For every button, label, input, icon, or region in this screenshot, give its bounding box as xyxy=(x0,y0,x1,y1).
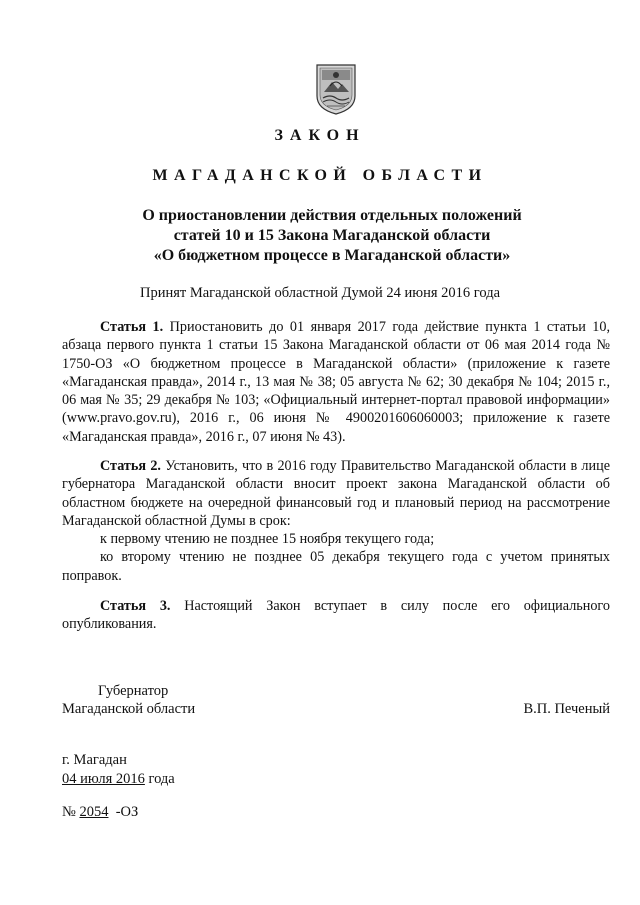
article-1-paragraph xyxy=(62,318,610,446)
article-2-paragraph xyxy=(62,457,610,530)
article-2 xyxy=(62,457,610,585)
signing-date-value: 04 июля 2016 xyxy=(62,771,145,787)
subject-line-2: статей 10 и 15 Закона Магаданской области xyxy=(173,227,491,244)
coat-of-arms-icon xyxy=(314,62,358,116)
subject-line-3: «О бюджетном процессе в Магаданской области» xyxy=(153,247,511,264)
signatory-title: Губернатор xyxy=(98,683,169,699)
adoption-statement: Принят Магаданской областной Думой 24 июня 2016 года xyxy=(139,285,501,301)
article-3-text: Настоящий Закон вступает в силу после его официального опубликования. xyxy=(62,598,610,633)
article-3 xyxy=(62,597,610,634)
subject-line-1: О приостановлении действия отдельных положений xyxy=(142,207,522,224)
law-number-prefix: № xyxy=(62,804,80,820)
document-type-title: ЗАКОН xyxy=(274,127,366,144)
region-title: МАГАДАНСКОЙ ОБЛАСТИ xyxy=(152,167,488,184)
article-3-paragraph xyxy=(62,597,610,634)
signing-date-suffix: года xyxy=(144,771,175,787)
law-number xyxy=(62,804,138,821)
article-1 xyxy=(62,318,610,446)
article-3-label: Статья 3. xyxy=(100,598,171,614)
article-2-item-1: к первому чтению не позднее 15 ноября текущего года; xyxy=(100,531,435,548)
signatory-name: В.П. Печеный xyxy=(523,701,610,717)
signing-date xyxy=(62,771,175,788)
article-2-text: Установить, что в 2016 году Правительство Магаданской области в лице губернатора Магаданской области вносит проект закона Магаданской области об областном бюджете на очередной финансовый год и плановый период на рассмотрение Магаданской областной Думы в срок: xyxy=(62,458,610,529)
law-subject-heading xyxy=(90,206,574,266)
article-1-text: Приостановить до 01 января 2017 года действие пункта 1 статьи 10, абзаца первого пункта 1 статьи 15 Закона Магаданской области от 06 мая 2014 года № 1750-ОЗ «О бюджетном процессе в Магаданской области» (приложение к газете «Магаданская правда», 2014 г., 13 мая № 38; 05 августа № 62; 30 декабря № 104; 2015 г., 06 мая № 35; 29 декабря № 103; «Официальный интернет-портал правовой информации» (www.pravo.gov.ru), 2016 г., 06 июня № 4900201606060003; приложение к газете «Магаданская правда», 2016 г., 07 июня № 43). xyxy=(62,319,610,445)
article-2-label: Статья 2. xyxy=(100,458,161,474)
law-number-value: 2054 xyxy=(79,804,109,820)
law-number-suffix: -ОЗ xyxy=(108,804,139,820)
signing-city: г. Магадан xyxy=(62,752,127,768)
signatory-region: Магаданской области xyxy=(62,701,196,717)
article-1-label: Статья 1. xyxy=(100,319,164,335)
article-2-item-2: ко второму чтению не позднее 05 декабря текущего года с учетом принятых поправок. xyxy=(62,549,610,584)
